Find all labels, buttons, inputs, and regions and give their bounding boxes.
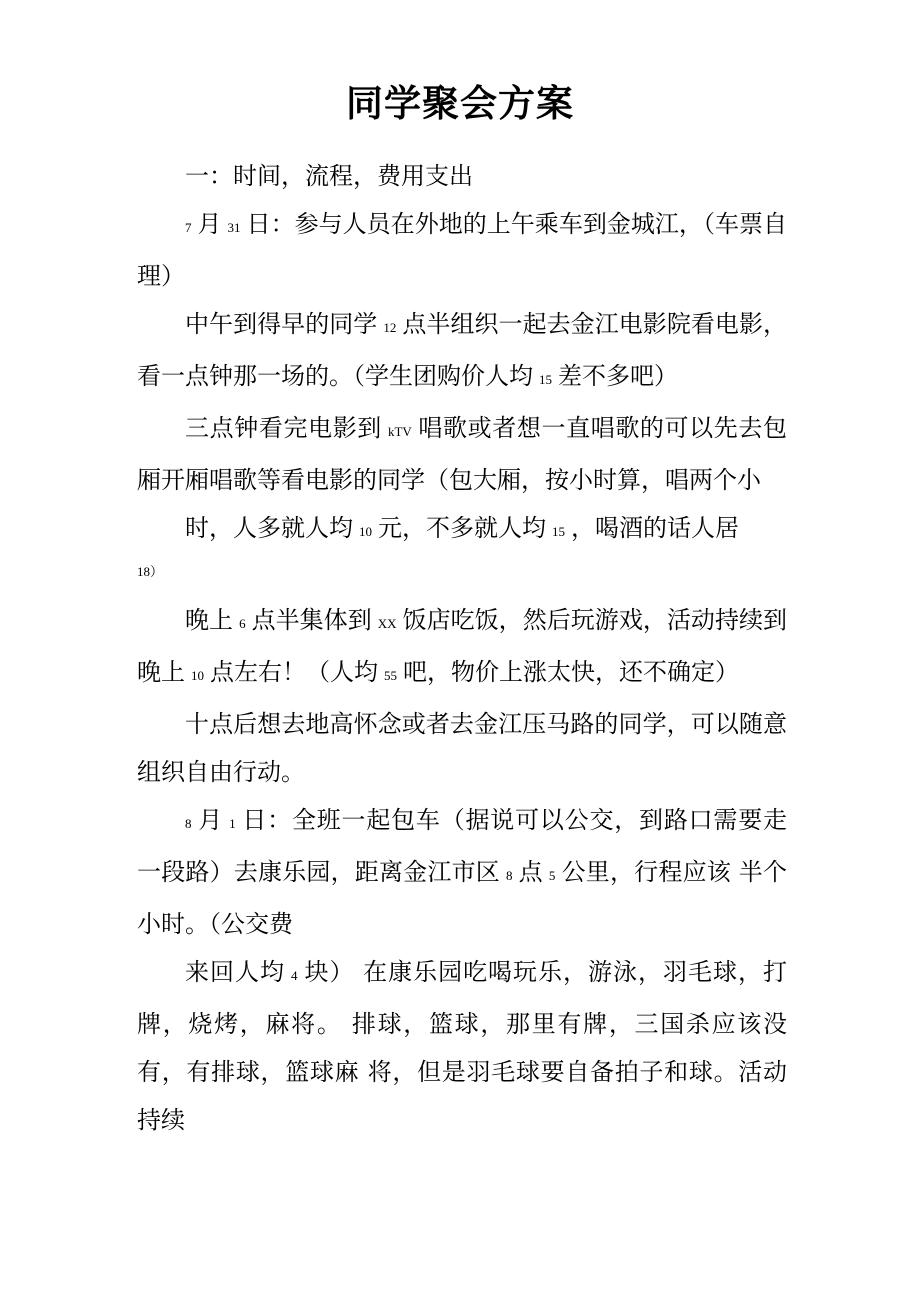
paragraph-text: ，喝酒的话人居: [571, 514, 739, 542]
month-label: 月: [197, 210, 222, 238]
paragraph-ktv: [137, 404, 787, 504]
paragraph-text: 日：全班一起包车（据说可以公交，到路口需要走一段路）去康乐园，距离金江市区: [137, 806, 788, 886]
month-number: 8: [185, 816, 192, 831]
price-number: 15: [552, 524, 565, 539]
paragraph-text: 点左右！（人均: [210, 658, 378, 686]
time-number: 6: [239, 616, 246, 631]
price-number-wrapped: 18）: [137, 564, 164, 579]
paragraph-text: 元，不多就人均: [378, 514, 546, 542]
paragraph-july-31: [137, 200, 787, 300]
section-heading-text: 一：时间，流程，费用支出: [185, 162, 473, 190]
paragraph-text: 时，人多就人均: [185, 514, 353, 542]
paragraph-noon-movie: [137, 300, 787, 404]
price-number: 4: [290, 968, 298, 983]
paragraph-kangle-park: [137, 948, 787, 1144]
ktv-label: kTV: [387, 424, 412, 439]
paragraph-dinner: [137, 596, 787, 700]
paragraph-text: 晚上: [185, 606, 234, 634]
distance-number: 8: [505, 868, 513, 883]
paragraph-text: 中午到得早的同学: [185, 310, 378, 338]
paragraph-ktv-cost: [137, 504, 787, 596]
paragraph-text: 十点后想去地高怀念或者去金江压马路的同学，可以随意组织自由行动。: [137, 710, 787, 786]
price-number: 10: [359, 524, 372, 539]
paragraph-text: 来回人均: [185, 958, 285, 986]
paragraph-text: 差不多吧）: [558, 362, 678, 390]
paragraph-text: 点: [518, 858, 543, 886]
paragraph-text: 公里，行程应该 半个小时。（公交费: [137, 858, 788, 938]
section-heading: [137, 152, 787, 200]
month-label: 月: [197, 806, 224, 834]
paragraph-text: 饭店吃饭，然后玩游戏，活动持续到晚上: [137, 606, 788, 686]
paragraph-text: 唱歌或者想一直唱歌的可以先去包厢开厢唱歌等看电影的同学（包大厢，按小时算，唱两个小: [137, 414, 788, 494]
day-number: 31: [227, 220, 241, 235]
paragraph-text: 三点钟看完电影到: [185, 414, 382, 442]
day-number: 1: [229, 816, 236, 831]
time-number: 10: [191, 668, 204, 683]
time-number: 12: [383, 320, 397, 335]
month-number: 7: [185, 220, 192, 235]
price-number: 15: [539, 372, 552, 387]
paragraph-text: 日：参与人员在外地的上午乘车到金城江，（车票自理）: [137, 210, 788, 290]
document-body: [137, 152, 787, 1144]
paragraph-august-1: [137, 796, 787, 948]
distance-number: 5: [548, 868, 556, 883]
paragraph-text: 块） 在康乐园吃喝玩乐，游泳，羽毛球，打牌，烧烤，麻将。 排球，篮球，那里有牌，三国杀应该没有，有排球，篮球麻 将，但是羽毛球要自备拍子和球。活动持续: [137, 958, 787, 1134]
paragraph-text: 吧，物价上涨太快，还不确定）: [403, 658, 739, 686]
paragraph-text: 点半组织一起去金江电影院看电影，看一点钟那一场的。（学生团购价人均: [137, 310, 788, 390]
paragraph-text: 点半集体到: [251, 606, 372, 634]
price-number: 55: [384, 668, 397, 683]
restaurant-placeholder: XX: [377, 616, 397, 631]
paragraph-after-ten: [137, 700, 787, 796]
document-title: 同学聚会方案: [346, 81, 574, 125]
